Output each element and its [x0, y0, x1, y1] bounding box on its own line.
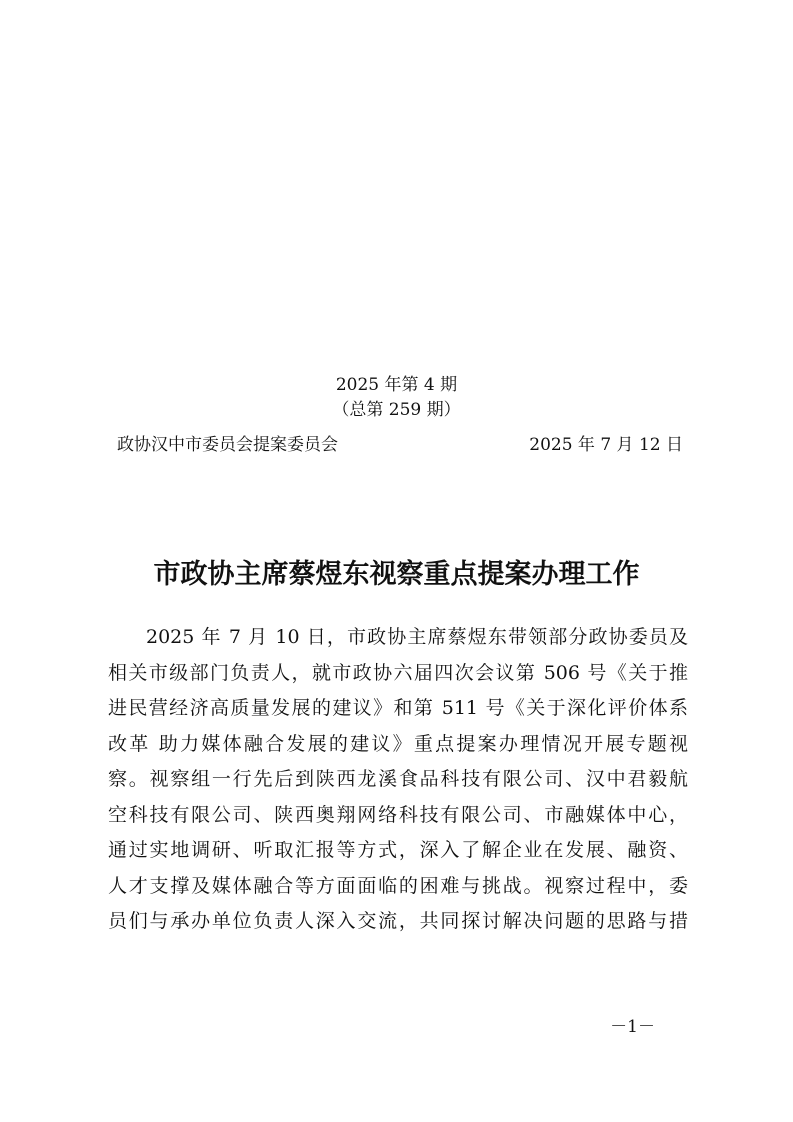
- page-title: 市政协主席蔡煜东视察重点提案办理工作: [153, 559, 640, 591]
- body-line: 改革 助力媒体融合发展的建议》重点提案办理情况开展专题视: [108, 732, 688, 755]
- issuing-committee: 政协汉中市委员会提案委员会: [117, 435, 338, 455]
- body-line: 人才支撑及媒体融合等方面面临的困难与挑战。视察过程中，委: [108, 874, 688, 897]
- issue-total-number: （总第 259 期）: [332, 400, 461, 420]
- body-line: 2025 年 7 月 10 日，市政协主席蔡煜东带领部分政协委员及: [146, 626, 688, 648]
- body-line: 空科技有限公司、陕西奥翔网络科技有限公司、市融媒体中心，: [108, 803, 688, 826]
- page-number: －1－: [610, 1017, 655, 1037]
- body-line: 通过实地调研、听取汇报等方式，深入了解企业在发展、融资、: [108, 839, 688, 861]
- body-line: 察。视察组一行先后到陕西龙溪食品科技有限公司、汉中君毅航: [108, 768, 688, 790]
- body-line: 相关市级部门负责人，就市政协六届四次会议第 506 号《关于推: [108, 661, 688, 684]
- body-paragraph: [108, 620, 688, 940]
- body-line: 进民营经济高质量发展的建议》和第 511 号《关于深化评价体系: [108, 697, 688, 719]
- body-line: 员们与承办单位负责人深入交流，共同探讨解决问题的思路与措: [108, 910, 688, 932]
- issue-number: 2025 年第 4 期: [335, 375, 458, 395]
- issue-date: 2025 年 7 月 12 日: [529, 435, 683, 455]
